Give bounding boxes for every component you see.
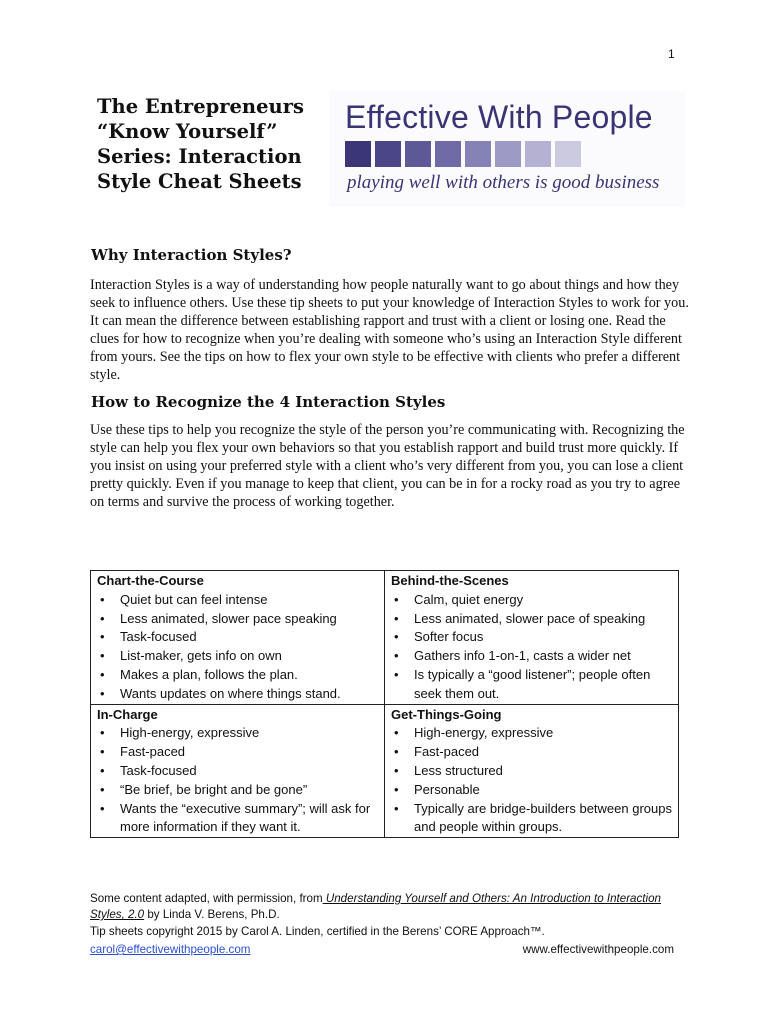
logo-square (375, 141, 401, 167)
style-name: In-Charge (97, 706, 158, 722)
trait-list (97, 724, 379, 837)
page-number: 1 (668, 47, 675, 61)
trait-item: • Fast-paced (97, 743, 379, 762)
trait-item: • Quiet but can feel intense (97, 591, 379, 610)
style-cell-in-charge (91, 704, 385, 838)
trait-item: • List-maker, gets info on own (97, 647, 379, 666)
logo-square (435, 141, 461, 167)
logo-square (405, 141, 431, 167)
trait-item: • Less structured (391, 762, 673, 781)
trait-item: • Fast-paced (391, 743, 673, 762)
section-heading-recognize: How to Recognize the 4 Interaction Styles (91, 393, 446, 411)
trait-item: • Wants the “executive summary”; will ask for more information if they want it. (97, 800, 379, 838)
logo-square (525, 141, 551, 167)
trait-list (391, 591, 673, 704)
style-name: Chart-the-Course (97, 573, 204, 588)
email-link[interactable]: carol@effectivewithpeople.com (90, 943, 251, 956)
logo-square (555, 141, 581, 167)
logo-tagline: playing well with others is good business (347, 172, 660, 193)
table-row (91, 704, 679, 838)
logo-wordmark: Effective With People (345, 99, 653, 135)
table-row (91, 571, 679, 705)
website-link[interactable]: www.effectivewithpeople.com (522, 943, 674, 956)
section-paragraph-why: Interaction Styles is a way of understanding how people naturally want to go about things and how they seek to influence others. Use these tip sheets to put your knowledge of Interaction Styles to work for you. It can mean the difference between establishing rapport and trust with a client or losing one. Read the clues for how to recognize when you’re dealing with someone who’s using an Interaction Style different from yours. See the tips on how to flex your own style to be effective with clients who prefer a different style. (90, 277, 689, 383)
trait-item: • Makes a plan, follows the plan. (97, 666, 379, 685)
book-author: by Linda V. Berens, Ph.D. (144, 908, 280, 921)
style-cell-chart-the-course (91, 571, 385, 705)
book-title-link[interactable]: Understanding Yourself and Others: An Introduction to Interaction Styles, 2.0 (90, 892, 661, 921)
logo-square (465, 141, 491, 167)
style-name: Behind-the-Scenes (391, 573, 509, 588)
trait-item: • “Be brief, be bright and be gone” (97, 781, 379, 800)
logo-square (345, 141, 371, 167)
trait-item: • Less animated, slower pace of speaking (391, 610, 673, 629)
trait-item: • Typically are bridge-builders between groups and people within groups. (391, 800, 673, 838)
adapted-note: Some content adapted, with permission, from (90, 892, 323, 905)
document-title: The Entrepreneurs “Know Yourself” Series: Interaction Style Cheat Sheets (97, 95, 304, 193)
trait-item: • Gathers info 1-on-1, casts a wider net (391, 647, 673, 666)
style-cell-behind-the-scenes (385, 571, 679, 705)
section-paragraph-recognize: Use these tips to help you recognize the style of the person you’re communicating with. Recognizing the style can help you flex your own behaviors so that you establish rapport and build trust more quickly. If you insist on using your preferred style with a client who’s very different from you, you can lose a client pretty quickly. Even if you manage to keep that client, you can be in for a rocky road as you try to agree on terms and survive the process of working together. (90, 422, 685, 510)
trait-item: • Softer focus (391, 628, 673, 647)
trait-item: • Less animated, slower pace speaking (97, 610, 379, 629)
trait-item: • Wants updates on where things stand. (97, 685, 379, 704)
trait-item: • Is typically a “good listener”; people often seek them out. (391, 666, 673, 704)
trait-list (391, 724, 673, 837)
trait-item: • High-energy, expressive (97, 724, 379, 743)
interaction-styles-table (90, 570, 679, 838)
footer-copyright: Tip sheets copyright 2015 by Carol A. Linden, certified in the Berens’ CORE Approach™. (90, 925, 545, 938)
trait-item: • High-energy, expressive (391, 724, 673, 743)
footer-contact (90, 942, 680, 958)
trait-item: • Calm, quiet energy (391, 591, 673, 610)
style-name: Get-Things-Going (391, 706, 502, 722)
effective-with-people-logo (329, 91, 685, 207)
style-cell-get-things-going (385, 704, 679, 838)
trait-item: • Task-focused (97, 762, 379, 781)
section-heading-why: Why Interaction Styles? (91, 246, 292, 264)
trait-item: • Personable (391, 781, 673, 800)
trait-item: • Task-focused (97, 628, 379, 647)
logo-square (495, 141, 521, 167)
trait-list (97, 591, 379, 704)
footer-attribution (90, 891, 680, 923)
